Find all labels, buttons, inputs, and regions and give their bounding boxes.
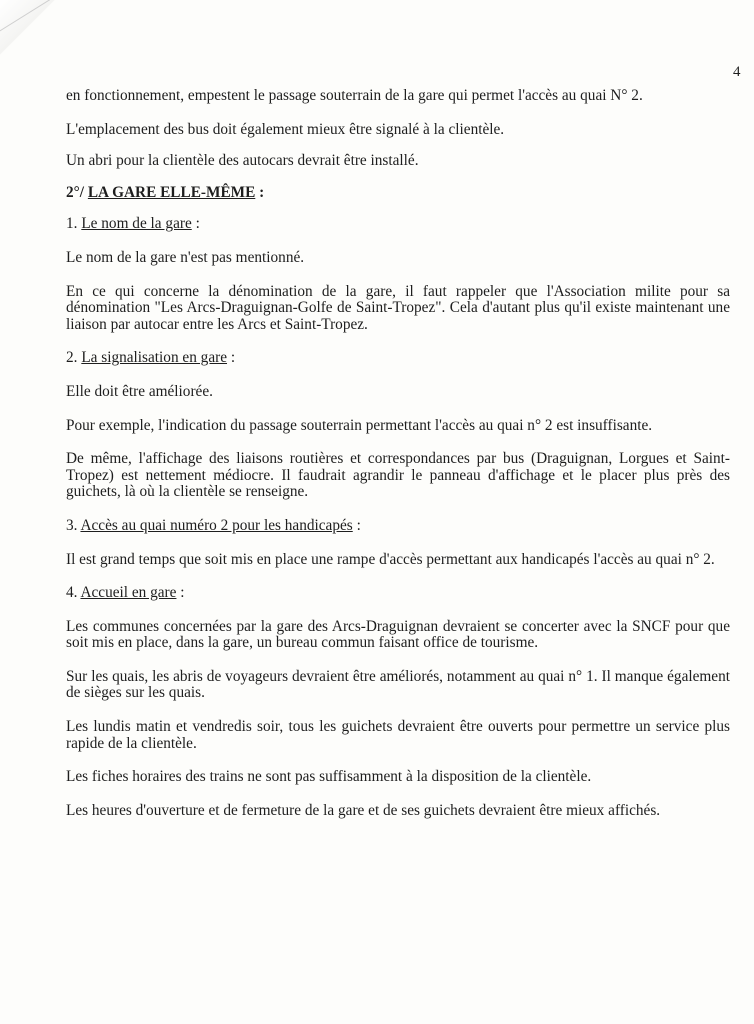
paragraph: Elle doit être améliorée. xyxy=(66,382,213,400)
paragraph-continuation: en fonctionnement, empestent le passage souterrain de la gare qui permet l'accès au quai N° 2. xyxy=(66,87,643,104)
subheading-title: Le nom de la gare xyxy=(81,215,192,233)
section-heading xyxy=(66,185,730,202)
folded-page-corner xyxy=(0,0,60,60)
subheading-colon: : xyxy=(191,215,200,233)
subheading-number: 3. xyxy=(66,516,78,534)
subheading-colon: : xyxy=(352,516,361,534)
page-number: 4 xyxy=(733,64,741,80)
subheading-station-name xyxy=(66,216,730,233)
paragraph: Les fiches horaires des trains ne sont pas suffisamment à la disposition de la clientèle. xyxy=(66,768,592,786)
subheading-number: 1. xyxy=(66,215,78,233)
section-number: 2°/ xyxy=(66,183,85,201)
subheading-reception xyxy=(66,585,730,602)
paragraph: En ce qui concerne la dénomination de la gare, il faut rappeler que l'Association milite pour sa dénomination "Les Arcs-Draguignan-Golfe de Saint-Tropez". Cela d'autant plus qu'il existe maintenant une liaison par autocar entre les Arcs et Saint-Tropez. xyxy=(66,282,730,333)
subheading-title: Accueil en gare xyxy=(80,584,177,602)
paragraph-bus-shelter: Un abri pour la clientèle des autocars devrait être installé. xyxy=(66,152,419,170)
subheading-number: 2. xyxy=(66,349,78,367)
subheading-colon: : xyxy=(227,349,236,367)
subheading-colon: : xyxy=(176,584,185,602)
paragraph: Les heures d'ouverture et de fermeture de la gare et de ses guichets devraient être mieux affichés. xyxy=(66,801,661,819)
paragraph: Il est grand temps que soit mis en place une rampe d'accès permettant aux handicapés l'accès au quai n° 2. xyxy=(66,550,715,568)
paragraph: Pour exemple, l'indication du passage souterrain permettant l'accès au quai n° 2 est insuffisante. xyxy=(66,416,653,434)
subheading-title: La signalisation en gare xyxy=(81,349,228,367)
paragraph-bus-location: L'emplacement des bus doit également mieux être signalé à la clientèle. xyxy=(66,120,505,138)
section-colon: : xyxy=(255,183,265,201)
section-title: LA GARE ELLE-MÊME xyxy=(87,183,256,201)
subheading-accessibility xyxy=(66,518,730,535)
subheading-number: 4. xyxy=(66,584,78,602)
paragraph: Le nom de la gare n'est pas mentionné. xyxy=(66,248,305,266)
subheading-signage xyxy=(66,350,730,367)
subheading-title: Accès au quai numéro 2 pour les handicapés xyxy=(80,516,353,534)
paragraph: Les communes concernées par la gare des Arcs-Draguignan devraient se concerter avec la SNCF pour que soit mis en place, dans la gare, un bureau commun faisant office de tourisme. xyxy=(66,617,730,652)
paragraph: Les lundis matin et vendredis soir, tous les guichets devraient être ouverts pour permettre un service plus rapide de la clientèle. xyxy=(66,718,730,752)
document-body xyxy=(66,88,730,819)
paragraph: De même, l'affichage des liaisons routières et correspondances par bus (Draguignan, Lorgues et Saint-Tropez) est nettement médiocre. Il faudrait agrandir le panneau d'affichage et le placer plus près des guichets, là où la clientèle se renseigne. xyxy=(66,450,730,501)
paragraph: Sur les quais, les abris de voyageurs devraient être améliorés, notamment au quai n° 1. Il manque également de sièges sur les quais. xyxy=(66,667,730,702)
